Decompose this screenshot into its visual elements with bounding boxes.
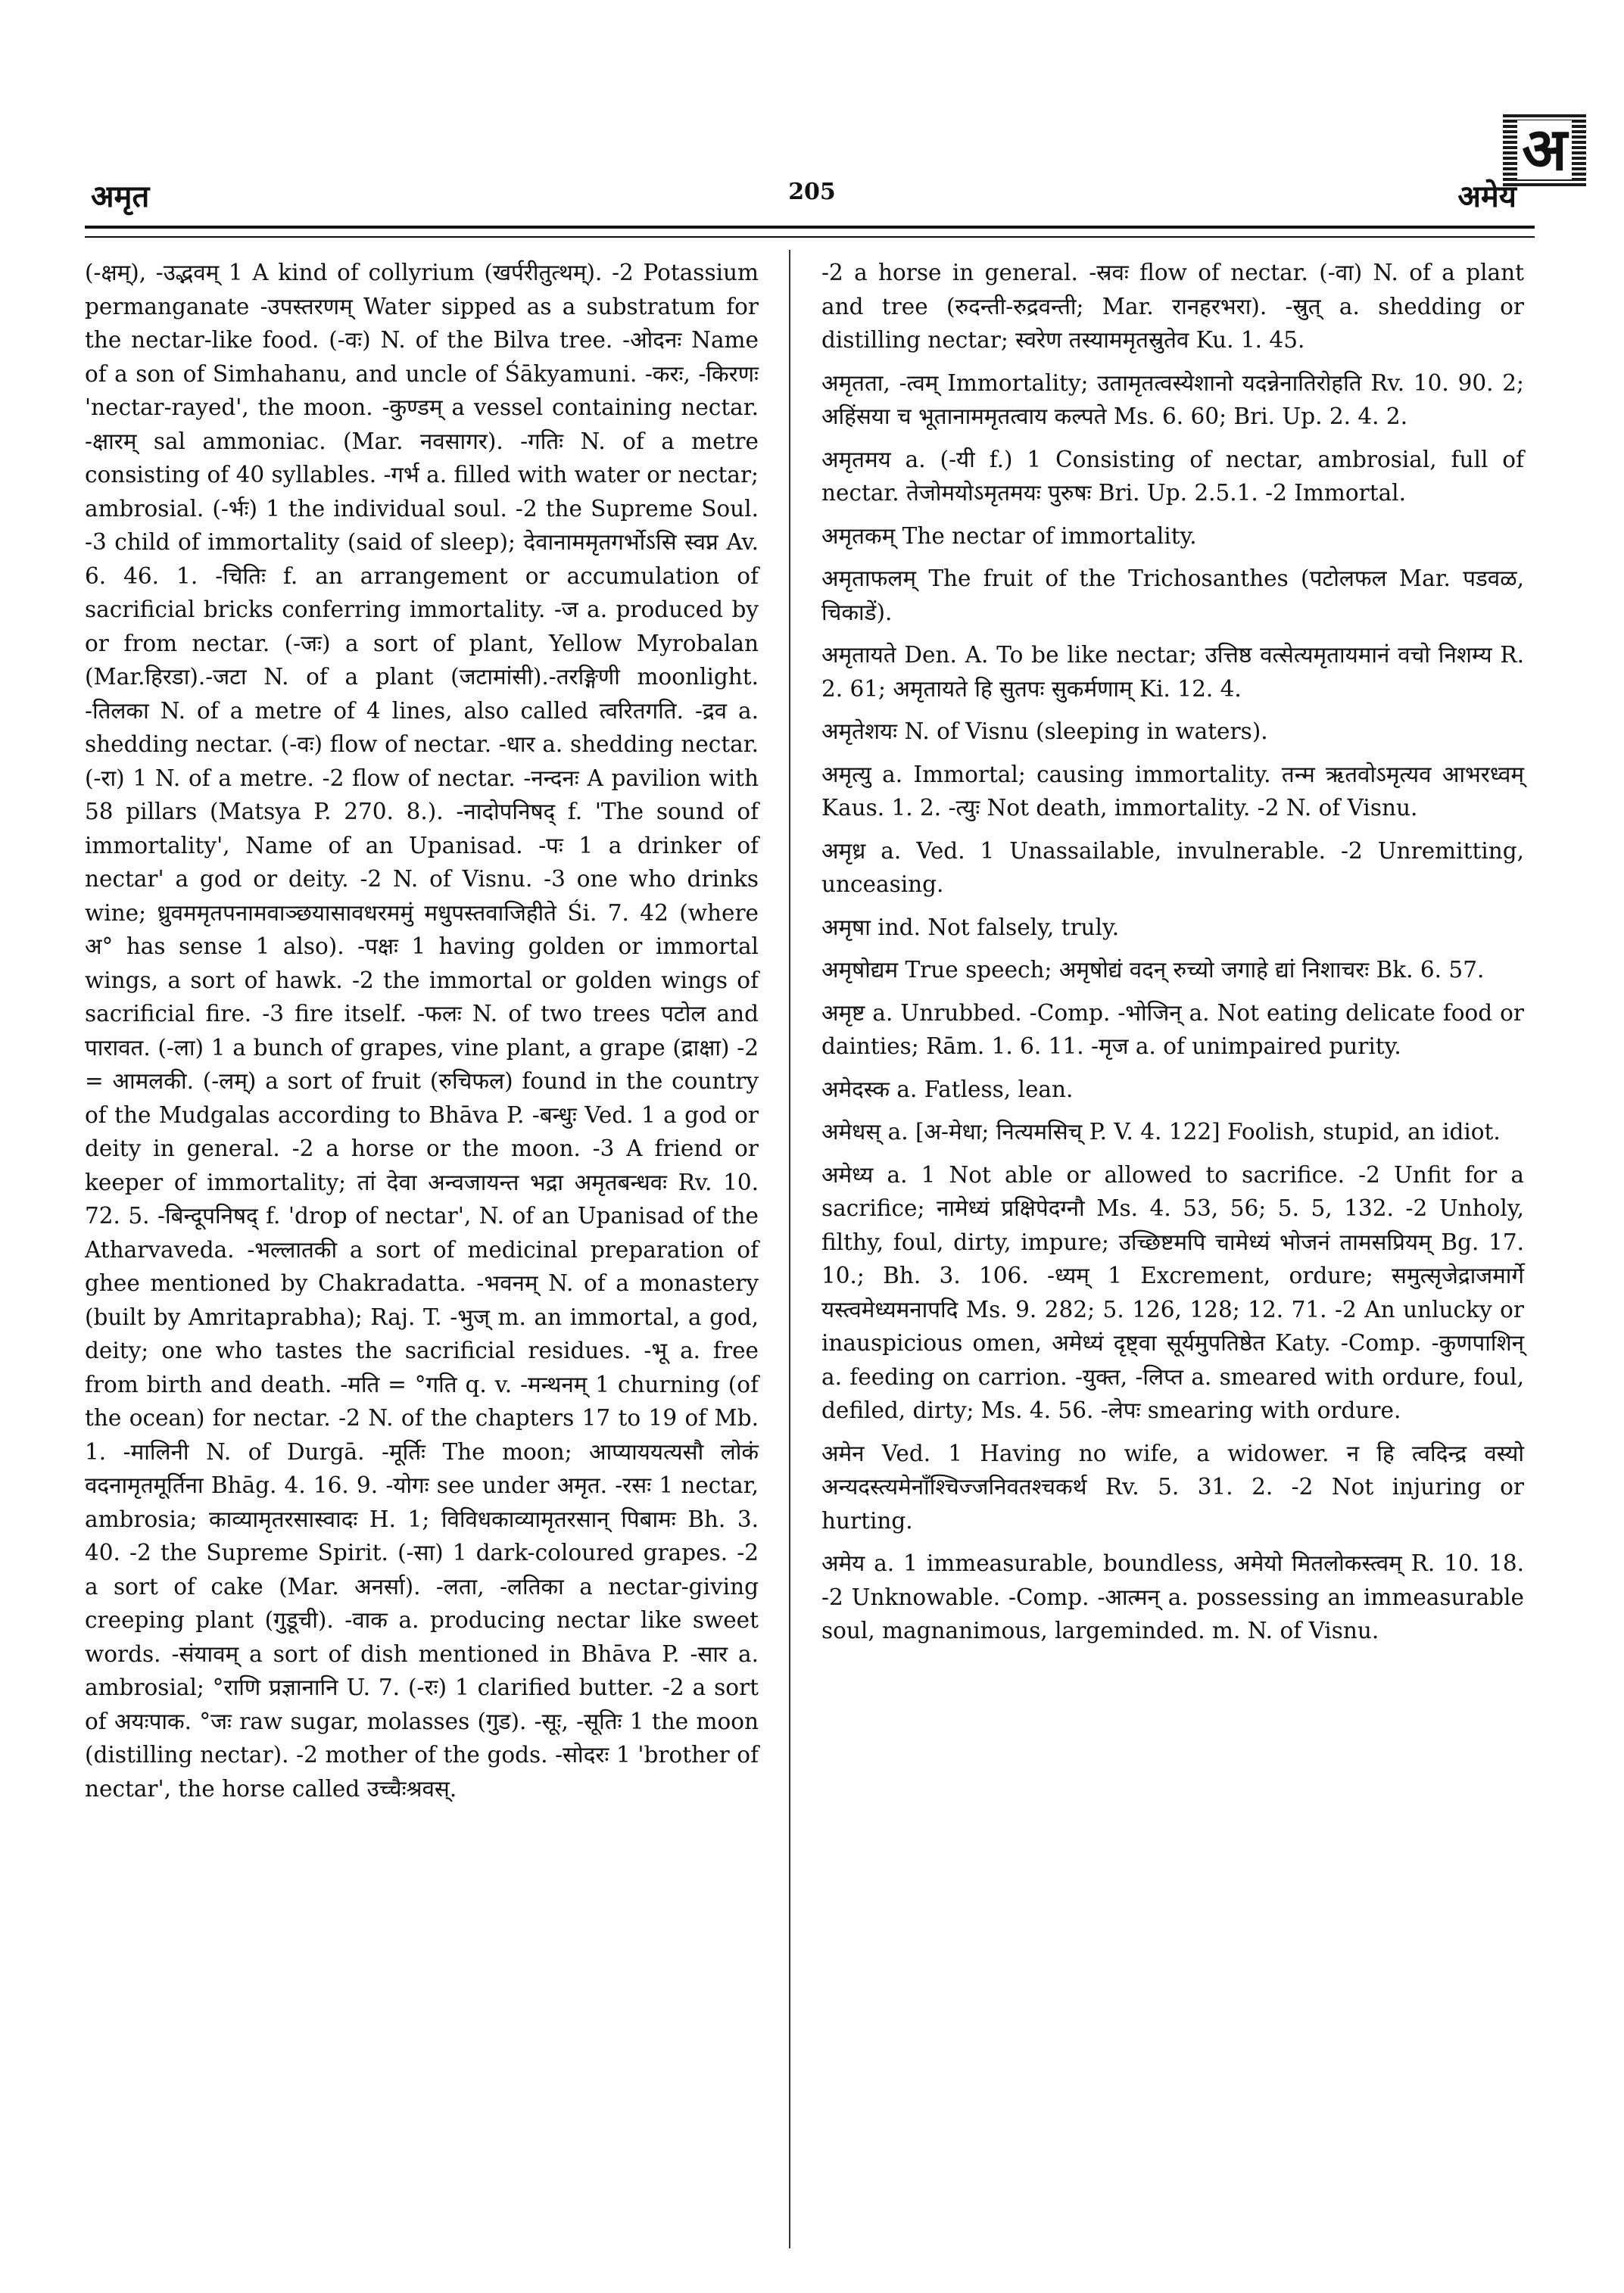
dictionary-entry: अमृतेशयः N. of Visnu (sleeping in waters). <box>821 718 1268 744</box>
right-column <box>821 256 1524 1657</box>
dictionary-entry: अमृतकम् The nectar of immortality. <box>821 522 1197 549</box>
dictionary-entry: अमृतता, -त्वम् Immortality; उतामृतत्वस्येशानो यदन्नेनातिरोहति Rv. 10. 90. 2; अहिंसया च भूतानाममृतत्वाय कल्पते Ms. 6. 60; Bri. Up. 2. 4. 2. <box>821 369 1524 429</box>
left-column-text: (-क्षम्), -उद्भवम् 1 A kind of collyrium (खर्परीतुत्थम्). -2 Potassium permanganate -उपस्तरणम् Water sipped as a substratum for the nectar-like food. (-वः) N. of the Bilva tree. -ओदनः Name of a son of Simhahanu, and uncle of Śākyamuni. -करः, -किरणः 'nectar-rayed', the moon. -कुण्डम् a vessel containing nectar. -क्षारम् sal ammoniac. (Mar. नवसागर). -गतिः N. of a metre consisting of 40 syllables. -गर्भ a. filled with water or nectar; ambrosial. (-र्भः) 1 the individual soul. -2 the Supreme Soul. -3 child of immortality (said of sleep); देवानाममृतगर्भोऽसि स्वप्न Av. 6. 46. 1. -चितिः f. an arrangement or accumulation of sacrificial bricks conferring immortality. -ज a. produced by or from nectar. (-जः) a sort of plant, Yellow Myrobalan (Mar.हिरडा).-जटा N. of a plant (जटामांसी).-तरङ्गिणी moonlight. -तिलका N. of a metre of 4 lines, also called त्वरितगति. -द्रव a. shedding nectar. (-वः) flow of nectar. -धार a. shedding nectar. (-रा) 1 N. of a metre. -2 flow of nectar. -नन्दनः A pavilion with 58 pillars (Matsya P. 270. 8.). -नादोपनिषद् f. 'The sound of immortality', Name of an Upanisad. -पः 1 a drinker of nectar' a god or deity. -2 N. of Visnu. -3 one who drinks wine; ध्रुवममृतपनामवाञ्छयासावधरममुं मधुपस्तवाजिहीते Śi. 7. 42 (where अ° has sense 1 also). -पक्षः 1 having golden or immortal wings, a sort of hawk. -2 the immortal or golden wings of sacrificial fire. -3 fire itself. -फलः N. of two trees पटोल and पारावत. (-ला) 1 a bunch of grapes, vine plant, a grape (द्राक्षा) -2 = आमलकी. (-लम्) a sort of fruit (रुचिफल) found in the country of the Mudgalas according to Bhāva P. -बन्धुः Ved. 1 a god or deity in general. -2 a horse or the moon. -3 A friend or keeper of immortality; तां देवा अन्वजायन्त भद्रा अमृतबन्धवः Rv. 10. 72. 5. -बिन्दूपनिषद् f. 'drop of nectar', N. of an Upanisad of the Atharvaveda. -भल्लातकी a sort of medicinal preparation of ghee mentioned by Chakradatta. -भवनम् N. of a monastery (built by Amritaprabha); Raj. T. -भुज् m. an immortal, a god, deity; one who tastes the sacrificial residues. -भू a. free from birth and death. -मति = °गति q. v. -मन्थनम् 1 churning (of the ocean) for nectar. -2 N. of the chapters 17 to 19 of Mb. 1. -मालिनी N. of Durgā. -मूर्तिः The moon; आप्याययत्यसौ लोकं वदनामृतमूर्तिना Bhāg. 4. 16. 9. -योगः see under अमृत. -रसः 1 nectar, ambrosia; काव्यामृतरसास्वादः H. 1; विविधकाव्यामृतरसान् पिबामः Bh. 3. 40. -2 the Supreme Spirit. (-सा) 1 dark-coloured grapes. -2 a sort of cake (Mar. अनर्सा). -लता, -लतिका a nectar-giving creeping plant (गुडूची). -वाक a. producing nectar like sweet words. -संयावम् a sort of dish mentioned in Bhāva P. -सार a. ambrosial; °राणि प्रज्ञानानि U. 7. (-रः) 1 clarified butter. -2 a sort of अयःपाक. °जः raw sugar, molasses (गुड). -सूः, -सूतिः 1 the moon (distilling nectar). -2 mother of the gods. -सोदरः 1 'brother of nectar', the horse called उच्चैःश्रवस्. <box>85 260 759 1802</box>
dictionary-entry: अमृतमय a. (-यी f.) 1 Consisting of nectar, ambrosial, full of nectar. तेजोमयोऽमृतमयः पुरुषः Bri. Up. 2.5.1. -2 Immortal. <box>821 446 1524 506</box>
dictionary-entry: अमृषा ind. Not falsely, truly. <box>821 914 1120 940</box>
dictionary-entry: अमृतायते Den. A. To be like nectar; उत्तिष्ठ वत्सेत्यमृतायमानं वचो निशम्य R. 2. 61; अमृतायते हि सुतपः सुकर्मणाम् Ki. 12. 4. <box>821 642 1524 702</box>
dictionary-entry: अमृत्यु a. Immortal; causing immortality. तन्म ऋतवोऽमृत्यव आभरध्वम् Kaus. 1. 2. -त्युः Not death, immortality. -2 N. of Visnu. <box>821 761 1524 821</box>
dictionary-entry: अमेदस्क a. Fatless, lean. <box>821 1076 1074 1102</box>
dictionary-entry: -2 a horse in general. -स्रवः flow of nectar. (-वा) N. of a plant and tree (रुदन्ती-रुद्रवन्ती; Mar. रानहरभरा). -स्रुत् a. shedding or distilling nectar; स्वरेण तस्याममृतस्रुतेव Ku. 1. 45. <box>821 260 1524 353</box>
dictionary-entry: अमेय a. 1 immeasurable, boundless, अमेयो मितलोकस्त्वम् R. 10. 18. -2 Unknowable. -Comp. -आत्मन् a. possessing an immeasurable soul, magnanimous, largeminded. m. N. of Visnu. <box>821 1550 1524 1643</box>
header-left-guideword: अमृत <box>91 179 150 214</box>
page-number: 205 <box>788 179 836 205</box>
dictionary-entry: अमेध्य a. 1 Not able or allowed to sacrifice. -2 Unfit for a sacrifice; नामेध्यं प्रक्षिपेदग्नौ Ms. 4. 53, 56; 5. 5, 132. -2 Unholy, filthy, foul, dirty, impure; उच्छिष्टमपि चामेध्यं भोजनं तामसप्रियम् Bg. 17. 10.; Bh. 3. 106. -ध्यम् 1 Excrement, ordure; समुत्सृजेद्राजमार्गे यस्त्वमेध्यमनापदि Ms. 9. 282; 5. 126, 128; 12. 71. -2 An unlucky or inauspicious omen, अमेध्यं दृष्ट्वा सूर्यमुपतिष्ठेत Katy. -Comp. -कुणपाशिन् a. feeding on carrion. -युक्त, -लिप्त a. smeared with ordure, foul, defiled, dirty; Ms. 4. 56. -लेपः smearing with ordure. <box>821 1161 1524 1423</box>
dictionary-entry: अमृषोद्यम True speech; अमृषोद्यं वदन् रुच्यो जगाहे द्यां निशाचरः Bk. 6. 57. <box>821 957 1485 983</box>
header-rule <box>85 226 1535 238</box>
header-right-guideword: अमेय <box>1457 179 1516 214</box>
page-header <box>85 168 1539 213</box>
dictionary-entry: अमेधस् a. [अ-मेधा; नित्यमसिच् P. V. 4. 122] Foolish, stupid, an idiot. <box>821 1119 1501 1145</box>
dictionary-entry: अमृताफलम् The fruit of the Trichosanthes (पटोलफल Mar. पडवळ, चिकाडें). <box>821 565 1524 625</box>
dictionary-entry: अमेन Ved. 1 Having no wife, a widower. न हि त्वदिन्द्र वस्यो अन्यदस्त्यमेनाँश्चिज्जनिवतश्चकर्थ Rv. 5. 31. 2. -2 Not injuring or hurting. <box>821 1440 1524 1534</box>
dictionary-entry: अमृध्र a. Ved. 1 Unassailable, invulnerable. -2 Unremitting, unceasing. <box>821 837 1524 897</box>
dictionary-entry: अमृष्ट a. Unrubbed. -Comp. -भोजिन् a. Not eating delicate food or dainties; Rām. 1. 6. 11. -मृज a. of unimpaired purity. <box>821 999 1524 1059</box>
column-divider <box>789 250 790 2248</box>
left-column <box>85 256 759 1805</box>
section-letter: अ <box>1517 120 1572 179</box>
